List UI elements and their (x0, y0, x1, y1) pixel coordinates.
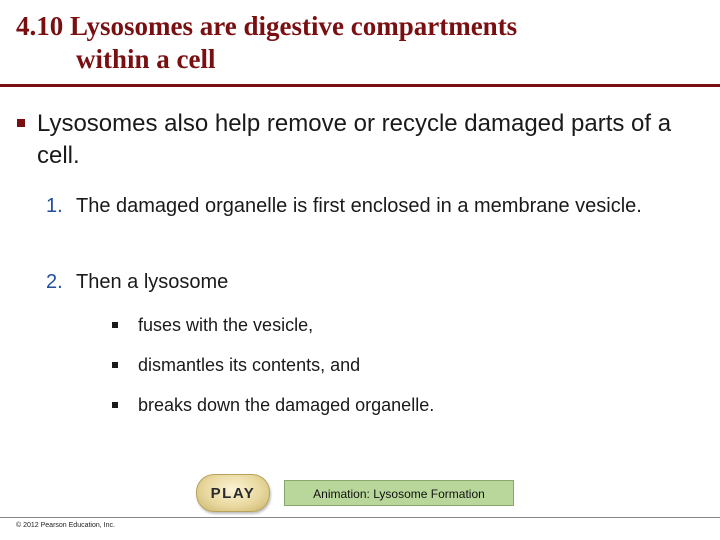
copyright-notice: © 2012 Pearson Education, Inc. (16, 522, 115, 529)
animation-link[interactable]: Animation: Lysosome Formation (284, 480, 514, 506)
sub-bullet-3-text: breaks down the damaged organelle. (138, 395, 435, 415)
slide-title-line2: within a cell (76, 44, 216, 74)
numbered-item-1-number: 1. (46, 195, 63, 217)
sub-bullet-3 (112, 393, 672, 417)
numbered-item-2 (46, 268, 686, 296)
numbered-item-2-number: 2. (46, 271, 63, 293)
square-bullet-icon (17, 119, 25, 127)
slide-title (16, 10, 706, 76)
sub-bullet-2 (112, 353, 672, 377)
title-divider (0, 84, 720, 87)
play-button[interactable]: PLAY (196, 474, 270, 512)
numbered-item-1-text: The damaged organelle is first enclosed in a membrane vesicle. (76, 195, 642, 217)
sub-bullet-2-text: dismantles its contents, and (138, 355, 361, 375)
sub-bullet-1-text: fuses with the vesicle, (138, 315, 314, 335)
numbered-item-1 (46, 192, 686, 220)
square-bullet-icon (112, 402, 118, 408)
main-bullet (17, 108, 697, 172)
slide-title-line1: 4.10 Lysosomes are digestive compartments (16, 11, 518, 41)
square-bullet-icon (112, 322, 118, 328)
square-bullet-icon (112, 362, 118, 368)
footer-divider (0, 517, 720, 518)
numbered-item-2-text: Then a lysosome (76, 271, 229, 293)
sub-bullet-1 (112, 313, 672, 337)
main-bullet-text: Lysosomes also help remove or recycle damaged parts of a cell. (37, 110, 672, 169)
